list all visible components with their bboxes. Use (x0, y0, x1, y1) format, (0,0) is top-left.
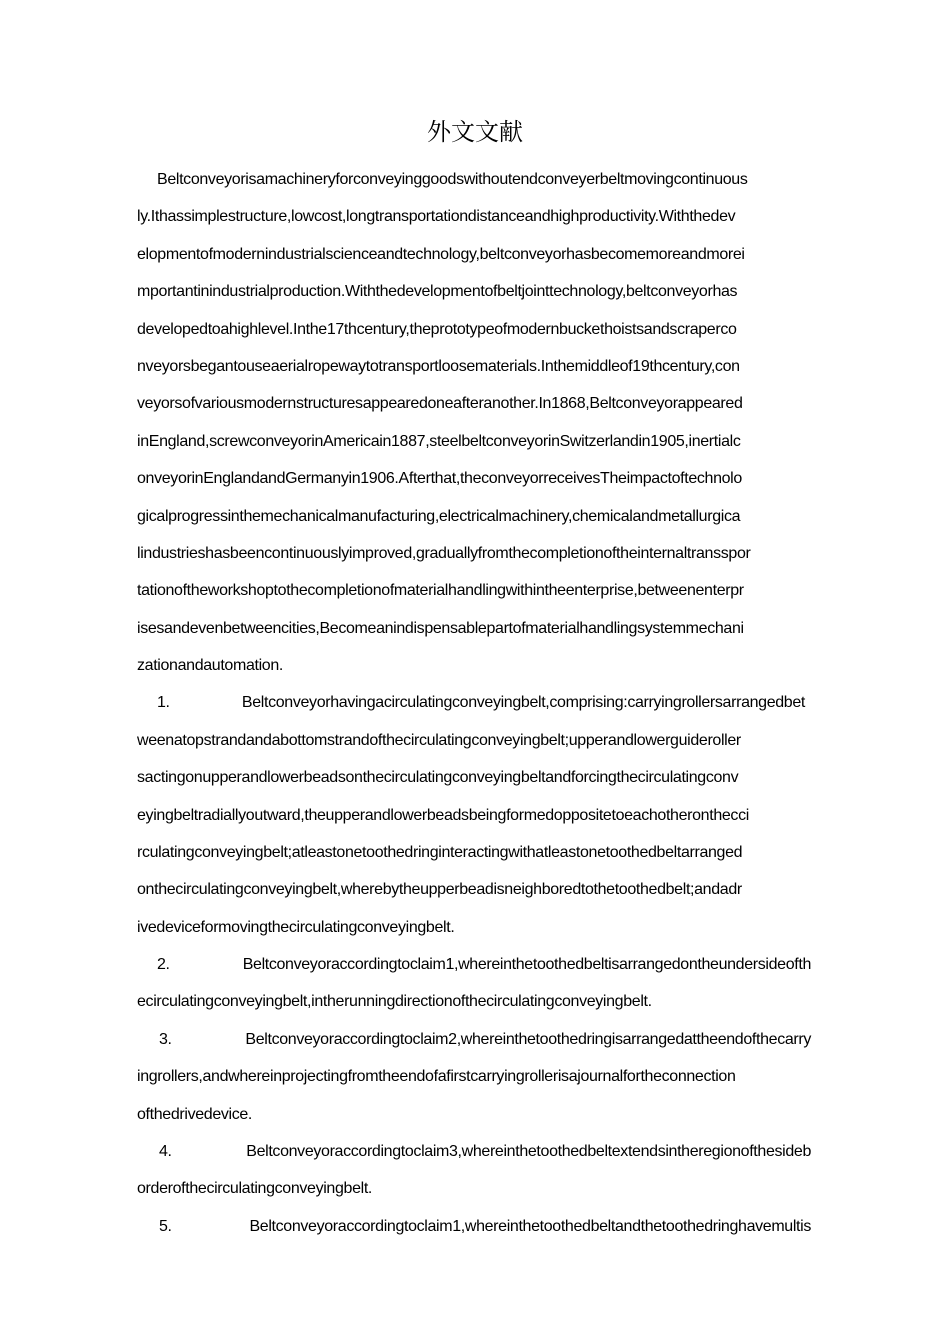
text-line: gicalprogressinthemechanicalmanufacturing,electricalmachinery,chemicalandmetallurgica (137, 508, 741, 525)
text-line: ofthedrivedevice. (137, 1106, 253, 1123)
text-line: isesandevenbetweencities,Becomeanindispensablepartofmaterialhandlingsystemmechani (137, 620, 744, 637)
text-line: sactingonupperandlowerbeadsonthecirculatingconveyingbeltandforcingthecirculatingconv (137, 769, 739, 786)
text-line: inEngland,screwconveyorinAmericain1887,steelbeltconveyorinSwitzerlandin1905,inertialc (137, 433, 741, 450)
text-line: mportantinindustrialproduction.Withthedevelopmentofbeltjointtechnology,beltconveyorhas (137, 283, 738, 300)
text-line: nveyorsbegantouseaerialropewaytotransportloosematerials.Inthemiddleof19thcentury,con (137, 358, 740, 375)
text-line: developedtoahighlevel.Inthe17thcentury,theprototypeofmodernbuckethoistsandscraperco (137, 321, 737, 338)
text-line: elopmentofmodernindustrialscienceandtechnology,beltconveyorhasbecomemoreandmorei (137, 246, 745, 263)
text-line: lindustrieshasbeencontinuouslyimproved,graduallyfromthecompletionoftheinternaltransspor (137, 545, 751, 562)
text-line: onveyorinEnglandandGermanyin1906.Afterthat,theconveyorreceivesTheimpactoftechnolo (137, 470, 742, 487)
text-line: ivedeviceformovingthecirculatingconveyingbelt. (137, 919, 455, 936)
text-line: eyingbeltradiallyoutward,theupperandlowerbeadsbeingformedoppositetoeachotheronthecci (137, 807, 749, 824)
text-line: 1. Beltconveyorhavingacirculatingconveyingbelt,comprising:carryingrollersarrangedbet (157, 694, 805, 711)
text-line: ecirculatingconveyingbelt,intherunningdirectionofthecirculatingconveyingbelt. (137, 993, 652, 1010)
text-line: ly.Ithassimplestructure,lowcost,longtransportationdistanceandhighproductivity.Withthedev (137, 208, 736, 225)
text-line: zationandautomation. (137, 657, 284, 674)
text-line: onthecirculatingconveyingbelt,wherebytheupperbeadisneighboredtothetoothedbelt;andadr (137, 881, 742, 898)
text-line: 2. Beltconveyoraccordingtoclaim1,whereinthetoothedbeltisarrangedontheundersideofth (157, 956, 811, 973)
page-title: 外文文献 (427, 118, 523, 146)
text-line: Beltconveyorisamachineryforconveyinggoodswithoutendconveyerbeltmovingcontinuous (157, 171, 748, 188)
text-line: tationoftheworkshoptothecompletionofmaterialhandlingwithintheenterprise,betweenenterpr (137, 582, 744, 599)
text-line: 5. Beltconveyoraccordingtoclaim1,whereinthetoothedbeltandthetoothedringhavemultis (159, 1218, 811, 1235)
text-line: rculatingconveyingbelt;atleastonetoothedringinteractingwithatleastonetoothedbeltarranged (137, 844, 743, 861)
text-line: orderofthecirculatingconveyingbelt. (137, 1180, 373, 1197)
text-line: ingrollers,andwhereinprojectingfromtheendofafirstcarryingrollerisajournalfortheconnection (137, 1068, 736, 1085)
text-line: 3. Beltconveyoraccordingtoclaim2,whereinthetoothedringisarrangedattheendofthecarry (159, 1031, 811, 1048)
text-line: 4. Beltconveyoraccordingtoclaim3,whereinthetoothedbeltextendsintheregionofthesideb (159, 1143, 811, 1160)
text-line: veyorsofvariousmodernstructuresappearedoneafteranother.In1868,Beltconveyorappeared (137, 395, 743, 412)
text-line: weenatopstrandandabottomstrandofthecirculatingconveyingbelt;upperandlowerguideroller (137, 732, 741, 749)
